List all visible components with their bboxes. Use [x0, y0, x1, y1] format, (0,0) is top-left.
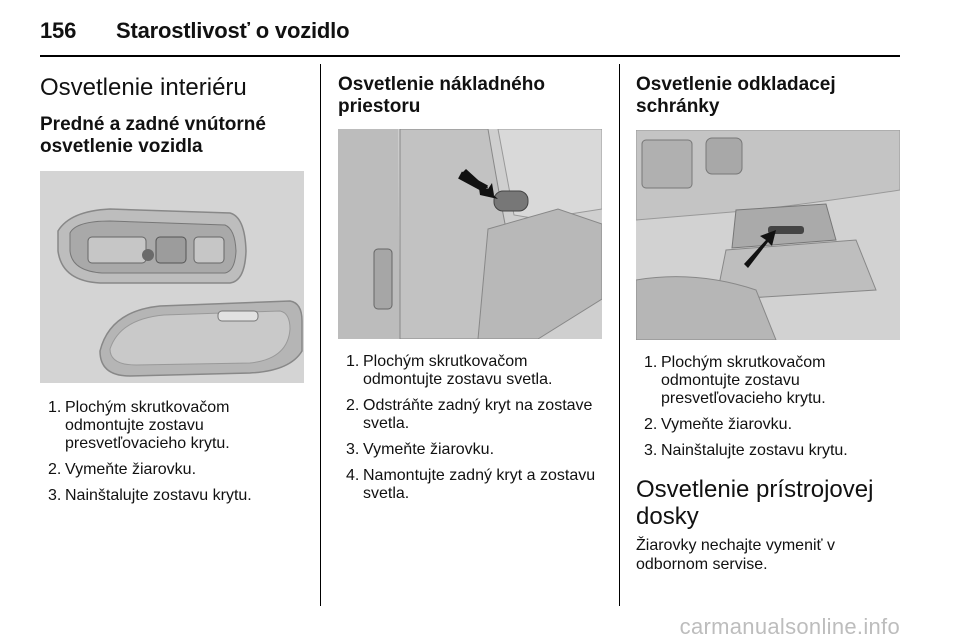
watermark: carmanualsonline.info [679, 614, 900, 639]
header-rule [40, 55, 900, 57]
steps-list [338, 353, 602, 503]
list-item: 2. Odstráňte zadný kryt na zostave svetla. [346, 397, 593, 432]
column-divider [619, 64, 620, 606]
column-divider [320, 64, 321, 606]
page-header [40, 18, 349, 44]
interior-light-illustration [40, 171, 304, 383]
paragraph: Žiarovky nechajte vymeniť v odbornom servise. [636, 537, 835, 573]
subsection-heading: Osvetlenie nákladného priestoru [338, 74, 545, 117]
subsection-heading: Osvetlenie odkladacej schránky [636, 74, 836, 117]
steps-list [636, 354, 900, 460]
list-item: 1. Plochým skrutkovačom odmontujte zostavu presvetľovacieho krytu. [644, 354, 826, 407]
list-item: 2. Vymeňte žiarovku. [644, 416, 793, 433]
subsection-heading: Predné a zadné vnútorné osvetlenie vozidla [40, 114, 266, 157]
chapter-title: Starostlivosť o vozidlo [116, 18, 350, 43]
column-glovebox-lighting [636, 74, 900, 574]
list-item: 2. Vymeňte žiarovku. [48, 461, 197, 478]
list-item: 3. Nainštalujte zostavu krytu. [644, 442, 848, 459]
glovebox-light-illustration [636, 130, 900, 340]
steps-list [40, 399, 304, 505]
section-heading: Osvetlenie interiéru [40, 74, 247, 101]
list-item: 1. Plochým skrutkovačom odmontujte zostavu svetla. [346, 353, 553, 388]
list-item: 3. Nainštalujte zostavu krytu. [48, 487, 252, 504]
list-item: 1. Plochým skrutkovačom odmontujte zostavu presvetľovacieho krytu. [48, 399, 230, 452]
cargo-light-illustration [338, 129, 602, 339]
column-interior-lighting [40, 74, 304, 513]
section-heading: Osvetlenie prístrojovej dosky [636, 476, 874, 530]
list-item: 4. Namontujte zadný kryt a zostavu svetla. [346, 467, 596, 502]
list-item: 3. Vymeňte žiarovku. [346, 441, 495, 458]
column-cargo-lighting [338, 74, 602, 511]
page-number: 156 [40, 18, 77, 43]
